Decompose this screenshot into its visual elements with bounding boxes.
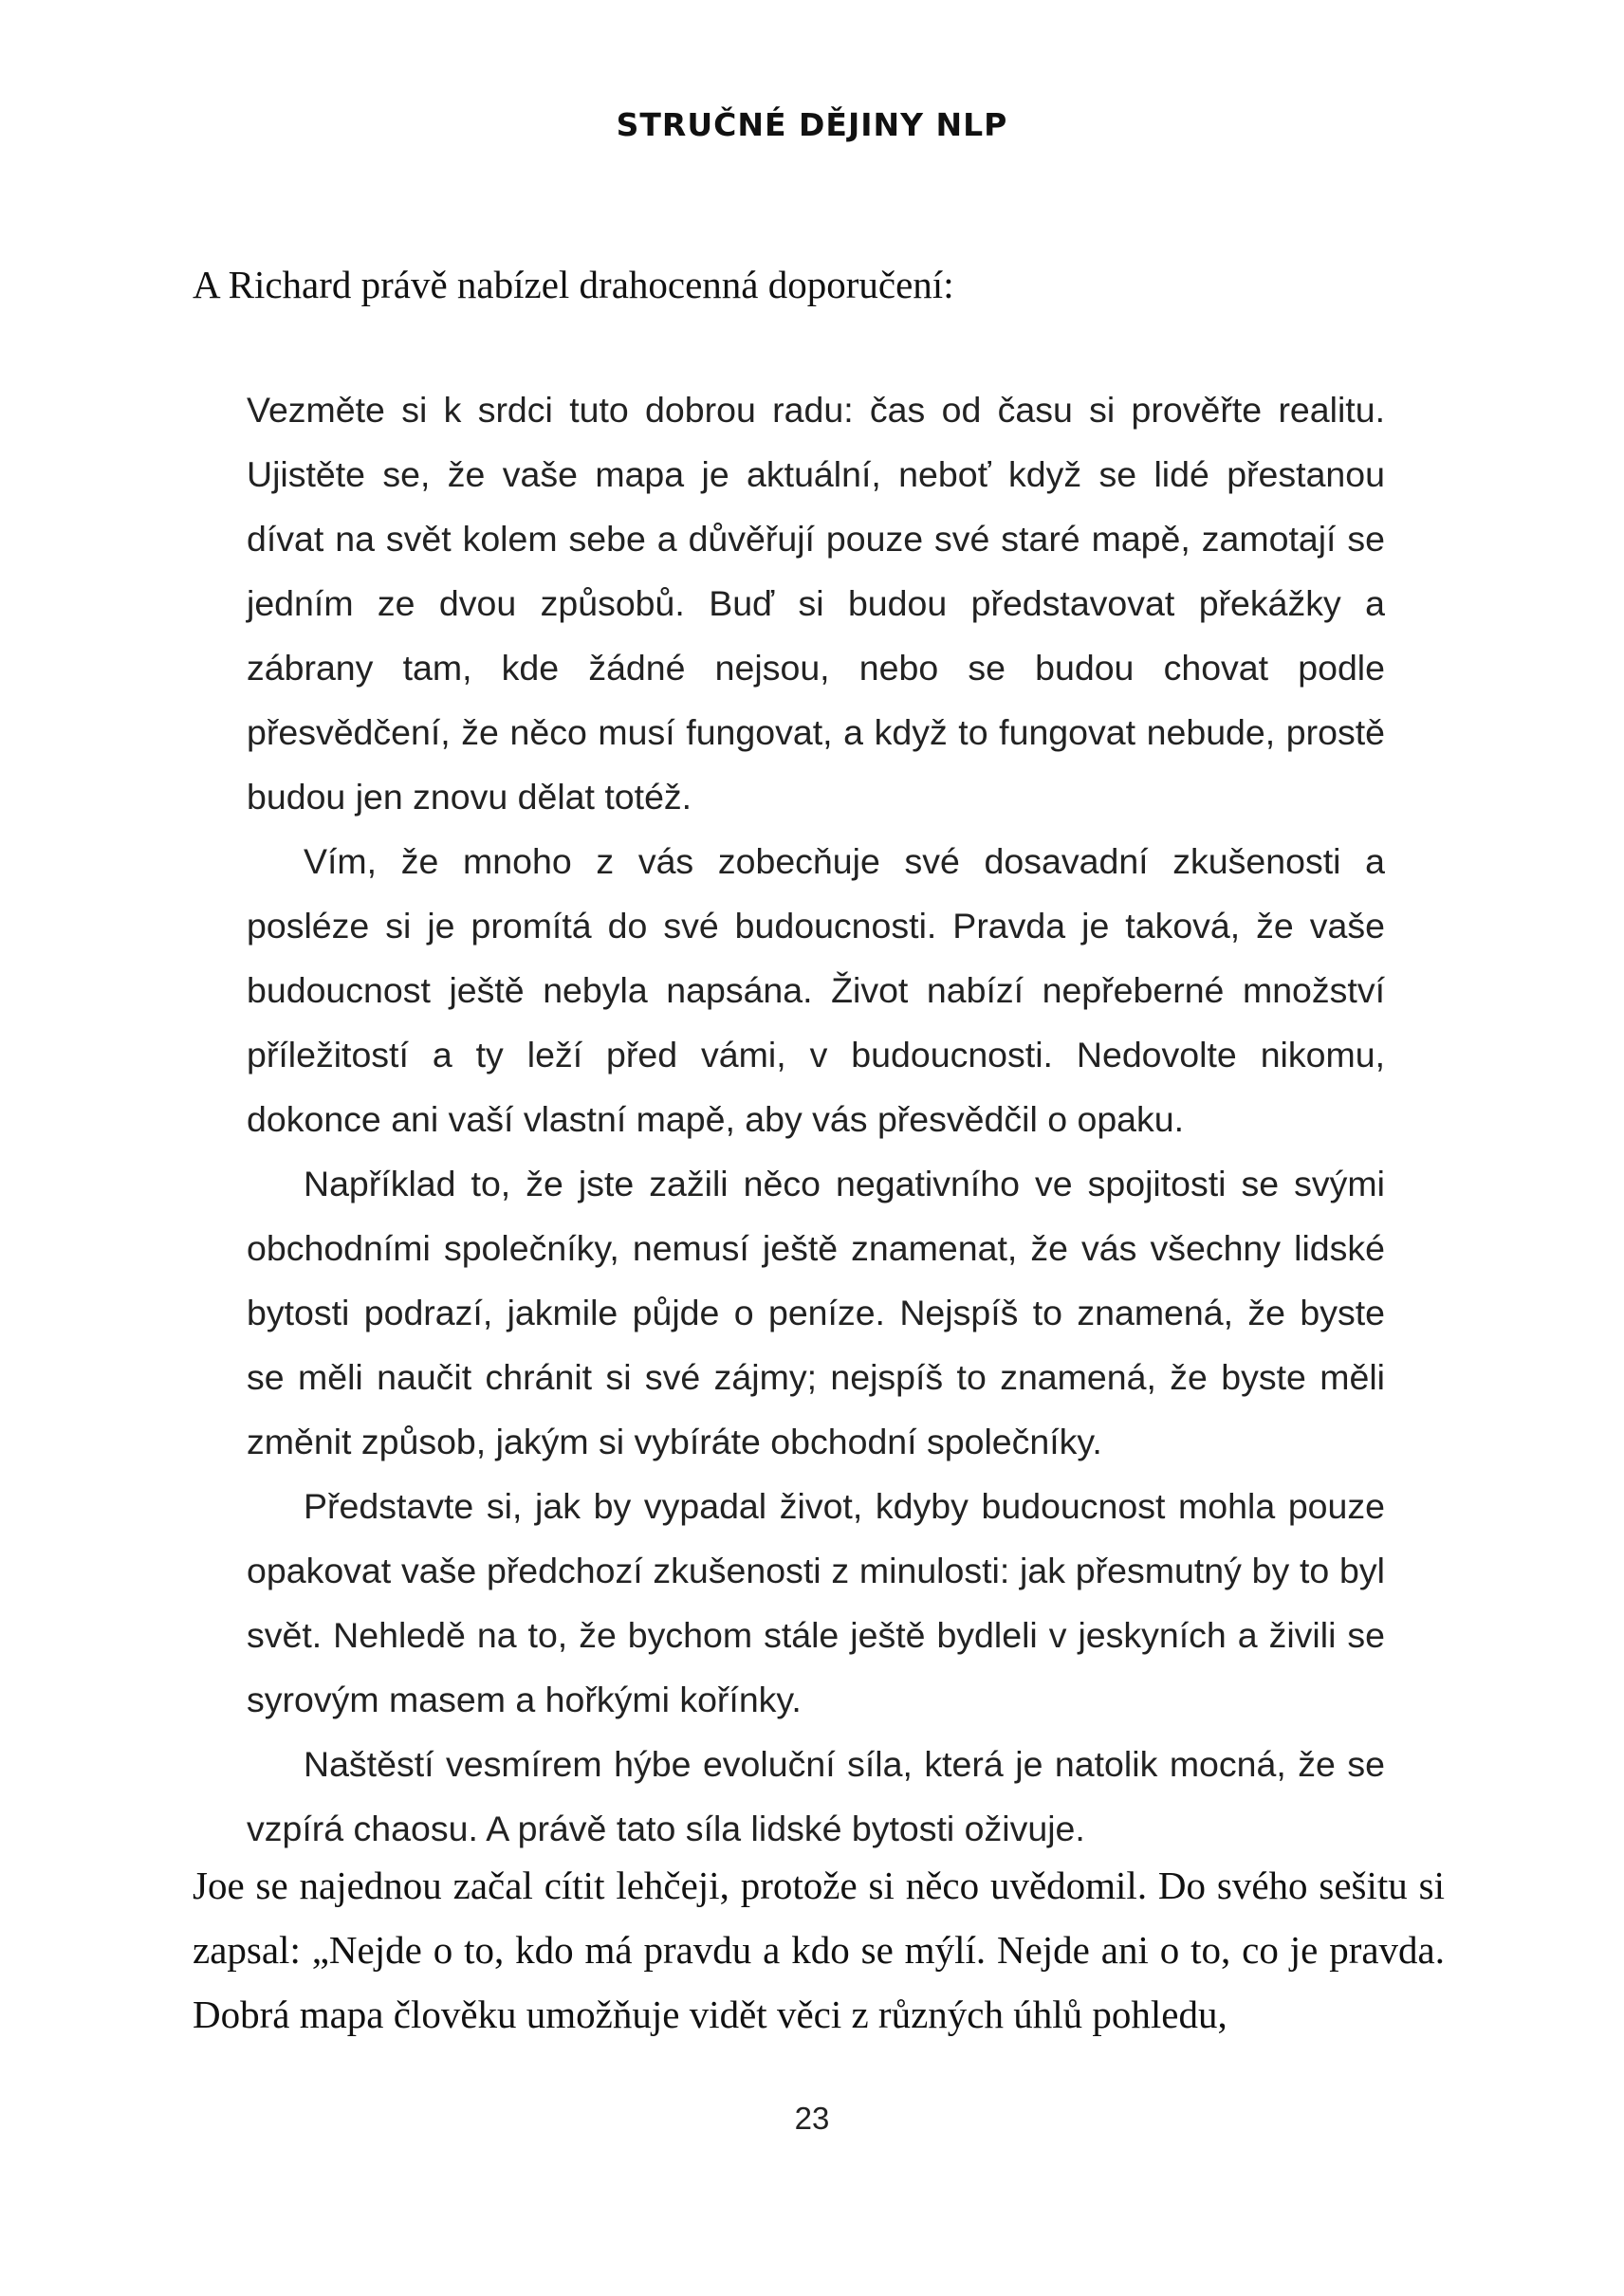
block-quote (247, 377, 1385, 1861)
page-number: 23 (794, 2101, 830, 2136)
quote-paragraph: Naštěstí vesmírem hýbe evoluční síla, která je natolik mocná, že se vzpírá chaosu. A právě tato síla lidské bytosti oživuje. (247, 1744, 1385, 1848)
quote-paragraph: Vím, že mnoho z vás zobecňuje své dosavadní zkušenosti a posléze si je promítá do své budoucnosti. Pravda je taková, že vaše budoucnost ještě nebyla napsána. Život nabízí nepřeberné množství příležitostí a ty leží před vámi, v budoucnosti. Nedovolte nikomu, dokonce ani vaší vlastní mapě, aby vás přesvědčil o opaku. (247, 841, 1385, 1139)
closing-paragraph: Joe se najednou začal cítit lehčeji, protože si něco uvědomil. Do svého sešitu si zapsal: „Nejde o to, kdo má pravdu a kdo se mýlí. Nejde ani o to, co je pravda. Dobrá mapa člověku umožňuje vidět věci z různých úhlů pohledu, (193, 1864, 1445, 2036)
intro-paragraph: A Richard právě nabízel drahocenná doporučení: (193, 263, 954, 306)
quote-paragraph: Například to, že jste zažili něco negativního ve spojitosti se svými obchodními společníky, nemusí ještě znamenat, že vás všechny lidské bytosti podrazí, jakmile půjde o peníze. Nejspíš to znamená, že byste se měli naučit chránit si své zájmy; nejspíš to znamená, že byste měli změnit způsob, jakým si vybíráte obchodní společníky. (247, 1164, 1385, 1461)
quote-paragraph: Vezměte si k srdci tuto dobrou radu: čas od času si prověřte realitu. Ujistěte se, že vaše mapa je aktuální, neboť když se lidé přestanou dívat na svět kolem sebe a důvěřují pouze své staré mapě, zamotají se jedním ze dvou způsobů. Buď si budou představovat překážky a zábrany tam, kde žádné nejsou, nebo se budou chovat podle přesvědčení, že něco musí fungovat, a když to fungovat nebude, prostě budou jen znovu dělat totéž. (247, 390, 1385, 817)
running-header-title: STRUČNÉ DĚJINY NLP (616, 106, 1008, 143)
quote-paragraph: Představte si, jak by vypadal život, kdyby budoucnost mohla pouze opakovat vaše předchozí zkušenosti z minulosti: jak přesmutný by to byl svět. Nehledě na to, že bychom stále ještě bydleli v jeskyních a živili se syrovým masem a hořkými kořínky. (247, 1486, 1385, 1719)
